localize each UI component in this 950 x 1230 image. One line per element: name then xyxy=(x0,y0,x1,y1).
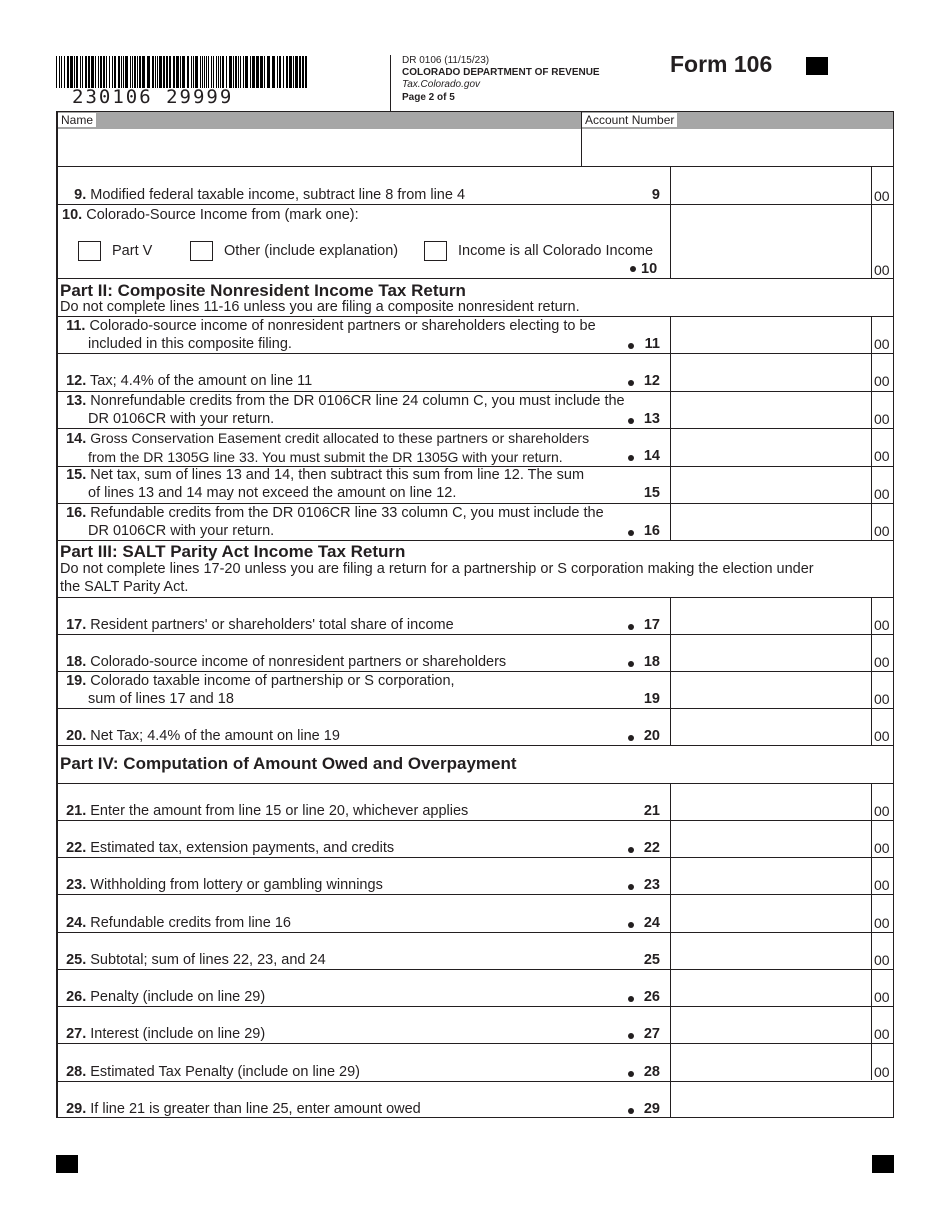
page-indicator: Page 2 of 5 xyxy=(402,92,455,103)
form-code: DR 0106 (11/15/23) xyxy=(402,55,490,66)
rule xyxy=(56,540,894,541)
line-21-amount-field[interactable] xyxy=(671,784,871,820)
checkbox-all-colorado-label: Income is all Colorado Income xyxy=(458,243,654,259)
line-10 xyxy=(58,206,670,224)
line-text: Enter the amount from line 15 or line 20, whichever applies xyxy=(90,803,469,819)
part-3-note-line2: the SALT Parity Act. xyxy=(60,579,189,595)
bullet-icon xyxy=(628,455,634,461)
line-11-amount-field[interactable] xyxy=(671,317,871,353)
line-number: 12. xyxy=(66,373,87,389)
line-14 xyxy=(58,429,670,467)
line-14-amount-field[interactable] xyxy=(671,429,871,465)
line-ref: 21 xyxy=(643,803,660,819)
line-text: Colorado-Source Income from (mark one): xyxy=(86,207,359,223)
line-text: Withholding from lottery or gambling winnings xyxy=(90,877,383,893)
line-text-continued: of lines 13 and 14 may not exceed the amount on line 12. xyxy=(88,485,457,501)
rule xyxy=(56,166,894,167)
line-21 xyxy=(58,802,670,820)
line-number: 24. xyxy=(66,915,87,931)
line-ref: 22 xyxy=(643,840,660,856)
line-text: Estimated tax, extension payments, and credits xyxy=(90,840,395,856)
line-ref: 26 xyxy=(643,989,660,1005)
name-header-bar xyxy=(58,112,581,129)
line-26-amount-field[interactable] xyxy=(671,970,871,1006)
cents: 00 xyxy=(874,262,890,278)
line-25-amount-field[interactable] xyxy=(671,933,871,969)
rule xyxy=(581,112,582,166)
bullet-icon xyxy=(628,735,634,741)
part-2-note: Do not complete lines 11-16 unless you are filing a composite nonresident return. xyxy=(60,299,580,315)
checkbox-all-colorado[interactable] xyxy=(424,241,447,261)
line-28 xyxy=(58,1063,670,1081)
cents: 00 xyxy=(874,728,890,744)
cents: 00 xyxy=(874,803,890,819)
bullet-icon xyxy=(628,1033,634,1039)
cents: 00 xyxy=(874,523,890,539)
line-23 xyxy=(58,876,670,894)
line-number: 23. xyxy=(66,877,87,893)
line-ref: 12 xyxy=(643,373,660,389)
line-ref: 10 xyxy=(641,261,658,277)
cents: 00 xyxy=(874,486,890,502)
line-number: 28. xyxy=(66,1064,87,1080)
line-ref: 19 xyxy=(643,691,660,707)
line-25 xyxy=(58,951,670,969)
bullet-icon xyxy=(628,884,634,890)
line-ref: 23 xyxy=(643,877,660,893)
part-3-note-line1: Do not complete lines 17-20 unless you are filing a return for a partnership or S corporation making the election under xyxy=(60,561,814,577)
line-ref: 18 xyxy=(643,654,660,670)
rule xyxy=(56,1117,671,1118)
line-text-continued: from the DR 1305G line 33. You must submit the DR 1305G with your return. xyxy=(88,449,563,465)
line-number: 27. xyxy=(66,1026,87,1042)
line-ref: 17 xyxy=(643,617,660,633)
registration-mark-bottom-left xyxy=(56,1155,78,1173)
line-number: 21. xyxy=(66,803,87,819)
line-text: Refundable credits from the DR 0106CR line 33 column C, you must include the xyxy=(90,505,604,521)
line-ref: 29 xyxy=(643,1101,660,1117)
cents: 00 xyxy=(874,840,890,856)
line-19-amount-field[interactable] xyxy=(671,672,871,708)
line-29-amount-field[interactable] xyxy=(671,1082,893,1117)
line-text-continued: sum of lines 17 and 18 xyxy=(88,691,234,707)
checkbox-other-label: Other (include explanation) xyxy=(224,243,399,259)
cents: 00 xyxy=(874,411,890,427)
line-text: Colorado taxable income of partnership or S corporation, xyxy=(90,673,455,689)
line-18 xyxy=(58,653,670,671)
line-text: Estimated Tax Penalty (include on line 29) xyxy=(90,1064,361,1080)
line-28-amount-field[interactable] xyxy=(671,1044,871,1081)
line-20-amount-field[interactable] xyxy=(671,709,871,745)
name-field[interactable] xyxy=(58,130,580,166)
bullet-icon xyxy=(628,530,634,536)
cents: 00 xyxy=(874,915,890,931)
line-9-amount-field[interactable] xyxy=(671,168,871,204)
line-15-amount-field[interactable] xyxy=(671,467,871,503)
bullet-icon xyxy=(628,661,634,667)
line-29 xyxy=(58,1100,670,1118)
cents: 00 xyxy=(874,691,890,707)
line-text: Colorado-source income of nonresident partners or shareholders xyxy=(90,654,507,670)
line-number: 11. xyxy=(66,318,86,334)
line-text: Colorado-source income of nonresident partners or shareholders electing to be xyxy=(89,318,596,334)
barcode-number: 230106 29999 xyxy=(72,86,234,108)
bullet-icon xyxy=(628,1108,634,1114)
line-20 xyxy=(58,727,670,745)
registration-mark-top xyxy=(806,57,828,75)
bullet-icon xyxy=(628,996,634,1002)
line-24-amount-field[interactable] xyxy=(671,895,871,932)
line-text: Tax; 4.4% of the amount on line 11 xyxy=(90,373,313,389)
line-number: 25. xyxy=(66,952,87,968)
line-ref: 15 xyxy=(643,485,660,501)
bullet-icon xyxy=(628,847,634,853)
line-ref: 24 xyxy=(643,915,660,931)
form-title: Form 106 xyxy=(670,51,773,77)
line-ref: 25 xyxy=(643,952,660,968)
checkbox-part-v-label: Part V xyxy=(112,243,153,259)
part-3-note xyxy=(60,560,814,596)
line-ref: 9 xyxy=(651,187,660,203)
cents: 00 xyxy=(874,188,890,204)
line-22-amount-field[interactable] xyxy=(671,821,871,857)
name-label: Name xyxy=(58,113,96,127)
barcode-image xyxy=(56,56,308,88)
line-16-amount-field[interactable] xyxy=(671,504,871,540)
line-17 xyxy=(58,616,670,634)
line-11 xyxy=(58,317,670,353)
line-text: Net Tax; 4.4% of the amount on line 19 xyxy=(90,728,340,744)
line-text: Nonrefundable credits from the DR 0106CR line 24 column C, you must include the xyxy=(90,393,625,409)
line-number: 26. xyxy=(66,989,87,1005)
line-12-amount-field[interactable] xyxy=(671,354,871,390)
cents: 00 xyxy=(874,448,890,464)
line-number: 10. xyxy=(62,207,83,223)
line-13-amount-field[interactable] xyxy=(671,392,871,428)
line-text: Penalty (include on line 29) xyxy=(90,989,266,1005)
line-text: Interest (include on line 29) xyxy=(90,1026,266,1042)
line-16 xyxy=(58,504,670,540)
line-ref: 28 xyxy=(643,1064,660,1080)
account-number-field[interactable] xyxy=(582,130,893,166)
line-number: 20. xyxy=(66,728,87,744)
line-number: 19. xyxy=(66,673,87,689)
line-number: 16. xyxy=(66,505,87,521)
bullet-icon xyxy=(630,266,636,272)
line-text-continued: DR 0106CR with your return. xyxy=(88,523,275,539)
line-text: Resident partners' or shareholders' total share of income xyxy=(90,617,454,633)
line-13 xyxy=(58,392,670,428)
line-27-amount-field[interactable] xyxy=(671,1007,871,1043)
website: Tax.Colorado.gov xyxy=(402,79,481,90)
bullet-icon xyxy=(628,418,634,424)
line-text: If line 21 is greater than line 25, enter amount owed xyxy=(90,1101,421,1117)
bullet-icon xyxy=(628,624,634,630)
line-number: 18. xyxy=(66,654,87,670)
line-ref: 13 xyxy=(643,411,660,427)
line-number: 22. xyxy=(66,840,87,856)
cents: 00 xyxy=(874,877,890,893)
part-4-title: Part IV: Computation of Amount Owed and Overpayment xyxy=(60,754,517,773)
bullet-icon xyxy=(628,380,634,386)
line-10-amount-field[interactable] xyxy=(671,205,871,277)
line-18-amount-field[interactable] xyxy=(671,635,871,671)
line-number: 29. xyxy=(66,1101,87,1117)
part-2-title: Part II: Composite Nonresident Income Tax Return xyxy=(60,281,466,300)
rule xyxy=(56,278,894,279)
header-divider xyxy=(390,55,391,111)
line-ref: 20 xyxy=(643,728,660,744)
cents: 00 xyxy=(874,617,890,633)
cents: 00 xyxy=(874,989,890,1005)
line-19 xyxy=(58,672,670,708)
bullet-icon xyxy=(628,343,634,349)
line-text: Gross Conservation Easement credit allocated to these partners or shareholders xyxy=(90,430,590,446)
line-ref: 27 xyxy=(643,1026,660,1042)
line-17-amount-field[interactable] xyxy=(671,598,871,634)
line-number: 14. xyxy=(66,431,87,447)
bullet-icon xyxy=(628,1071,634,1077)
line-number: 17. xyxy=(66,617,87,633)
bullet-icon xyxy=(628,922,634,928)
account-number-label: Account Number xyxy=(582,113,677,127)
line-number: 13. xyxy=(66,393,87,409)
line-23-amount-field[interactable] xyxy=(671,858,871,894)
cents: 00 xyxy=(874,1026,890,1042)
line-ref: 16 xyxy=(643,523,660,539)
cents: 00 xyxy=(874,336,890,352)
part-3-title: Part III: SALT Parity Act Income Tax Return xyxy=(60,542,406,561)
cents: 00 xyxy=(874,952,890,968)
line-number: 9. xyxy=(74,187,87,203)
line-9 xyxy=(58,186,670,204)
cents: 00 xyxy=(874,654,890,670)
cents: 00 xyxy=(874,1064,890,1080)
line-24 xyxy=(58,914,670,932)
line-15 xyxy=(58,466,670,502)
rule xyxy=(56,745,894,746)
rule xyxy=(671,1117,894,1118)
line-ref: 11 xyxy=(644,336,660,352)
checkbox-part-v[interactable] xyxy=(78,241,101,261)
line-text-continued: included in this composite filing. xyxy=(88,336,292,352)
registration-mark-bottom-right xyxy=(872,1155,894,1173)
checkbox-other[interactable] xyxy=(190,241,213,261)
cents: 00 xyxy=(874,373,890,389)
line-text-continued: DR 0106CR with your return. xyxy=(88,411,275,427)
line-number: 15. xyxy=(66,467,87,483)
line-text: Modified federal taxable income, subtract line 8 from line 4 xyxy=(90,187,466,203)
line-text: Subtotal; sum of lines 22, 23, and 24 xyxy=(90,952,326,968)
line-text: Net tax, sum of lines 13 and 14, then subtract this sum from line 12. The sum xyxy=(90,467,585,483)
line-ref: 14 xyxy=(643,448,660,464)
line-22 xyxy=(58,839,670,857)
line-27 xyxy=(58,1025,670,1043)
department-name: COLORADO DEPARTMENT OF REVENUE xyxy=(402,67,600,78)
line-26 xyxy=(58,988,670,1006)
line-12 xyxy=(58,372,670,390)
line-text: Refundable credits from line 16 xyxy=(90,915,291,931)
